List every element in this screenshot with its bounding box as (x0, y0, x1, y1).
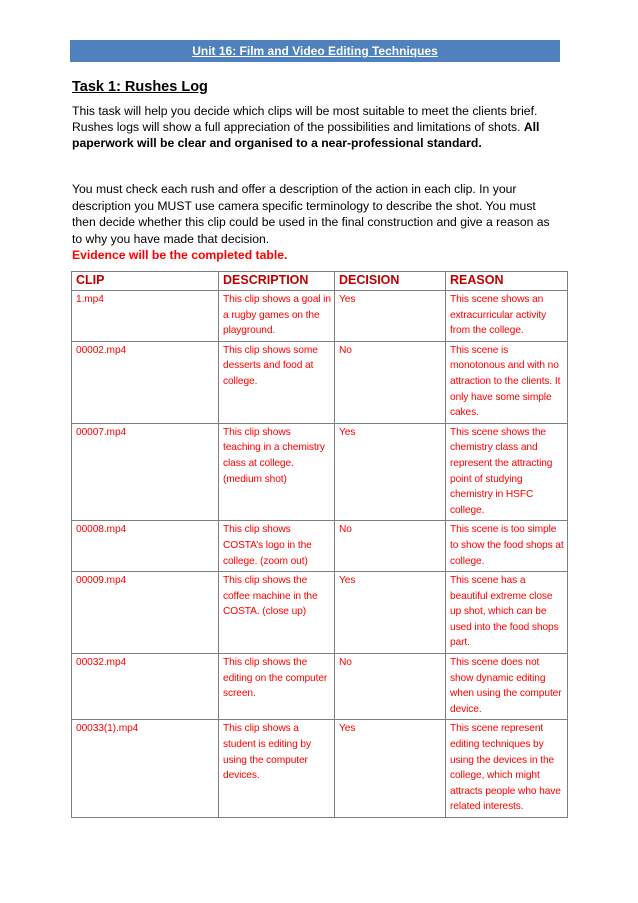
table-row (72, 341, 568, 423)
table-row (72, 521, 568, 572)
rushes-log-table (71, 271, 568, 818)
reason-cell: This scene does not show dynamic editing when using the computer device. (446, 654, 568, 720)
clip-cell: 00007.mp4 (72, 423, 219, 521)
table-row (72, 423, 568, 521)
clip-cell: 00002.mp4 (72, 341, 219, 423)
decision-cell: No (335, 341, 446, 423)
reason-cell: This scene is too simple to show the food shops at college. (446, 521, 568, 572)
reason-cell: This scene shows an extracurricular activity from the college. (446, 291, 568, 342)
decision-cell: No (335, 521, 446, 572)
table-row (72, 291, 568, 342)
decision-cell: Yes (335, 423, 446, 521)
evidence-note: Evidence will be the completed table. (72, 248, 288, 262)
decision-cell: Yes (335, 291, 446, 342)
description-cell: This clip shows a student is editing by using the computer devices. (219, 720, 335, 818)
description-cell: This clip shows a goal in a rugby games on the playground. (219, 291, 335, 342)
description-cell: This clip shows COSTA’s logo in the college. (zoom out) (219, 521, 335, 572)
task-intro (72, 103, 562, 151)
instructions-paragraph: You must check each rush and offer a description of the action in each clip. In your description you MUST use camera specific terminology to describe the shot. You must then decide whether this clip could be used in the final construction and give a reason as to why you have made that decision. (72, 182, 550, 246)
clip-cell: 00009.mp4 (72, 572, 219, 654)
header-decision: DECISION (335, 272, 446, 291)
header-description: DESCRIPTION (219, 272, 335, 291)
header-reason: REASON (446, 272, 568, 291)
decision-cell: Yes (335, 572, 446, 654)
reason-cell: This scene is monotonous and with no attraction to the clients. It only have some simple cakes. (446, 341, 568, 423)
unit-banner: Unit 16: Film and Video Editing Techniques (70, 40, 560, 62)
reason-cell: This scene represent editing techniques by using the devices in the college, which might attracts people who have related interests. (446, 720, 568, 818)
description-cell: This clip shows the editing on the computer screen. (219, 654, 335, 720)
reason-cell: This scene has a beautiful extreme close up shot, which can be used into the food shops part. (446, 572, 568, 654)
reason-cell: This scene shows the chemistry class and represent the attracting point of studying chemistry in HSFC college. (446, 423, 568, 521)
table-row (72, 654, 568, 720)
decision-cell: No (335, 654, 446, 720)
clip-cell: 00008.mp4 (72, 521, 219, 572)
header-clip: CLIP (72, 272, 219, 291)
clip-cell: 00033(1).mp4 (72, 720, 219, 818)
table-row (72, 572, 568, 654)
intro-bold-text: All paperwork will be clear and organised to a near-professional standard. (72, 120, 540, 150)
table-row (72, 720, 568, 818)
description-cell: This clip shows teaching in a chemistry class at college. (medium shot) (219, 423, 335, 521)
decision-cell: Yes (335, 720, 446, 818)
clip-cell: 00032.mp4 (72, 654, 219, 720)
intro-text: This task will help you decide which clips will be most suitable to meet the clients brief. Rushes logs will show a full appreciation of the possibilities and limitations of shots. (72, 104, 538, 134)
clip-cell: 1.mp4 (72, 291, 219, 342)
table-header-row (72, 272, 568, 291)
task-title: Task 1: Rushes Log (72, 79, 208, 95)
description-cell: This clip shows some desserts and food at college. (219, 341, 335, 423)
description-cell: This clip shows the coffee machine in the COSTA. (close up) (219, 572, 335, 654)
